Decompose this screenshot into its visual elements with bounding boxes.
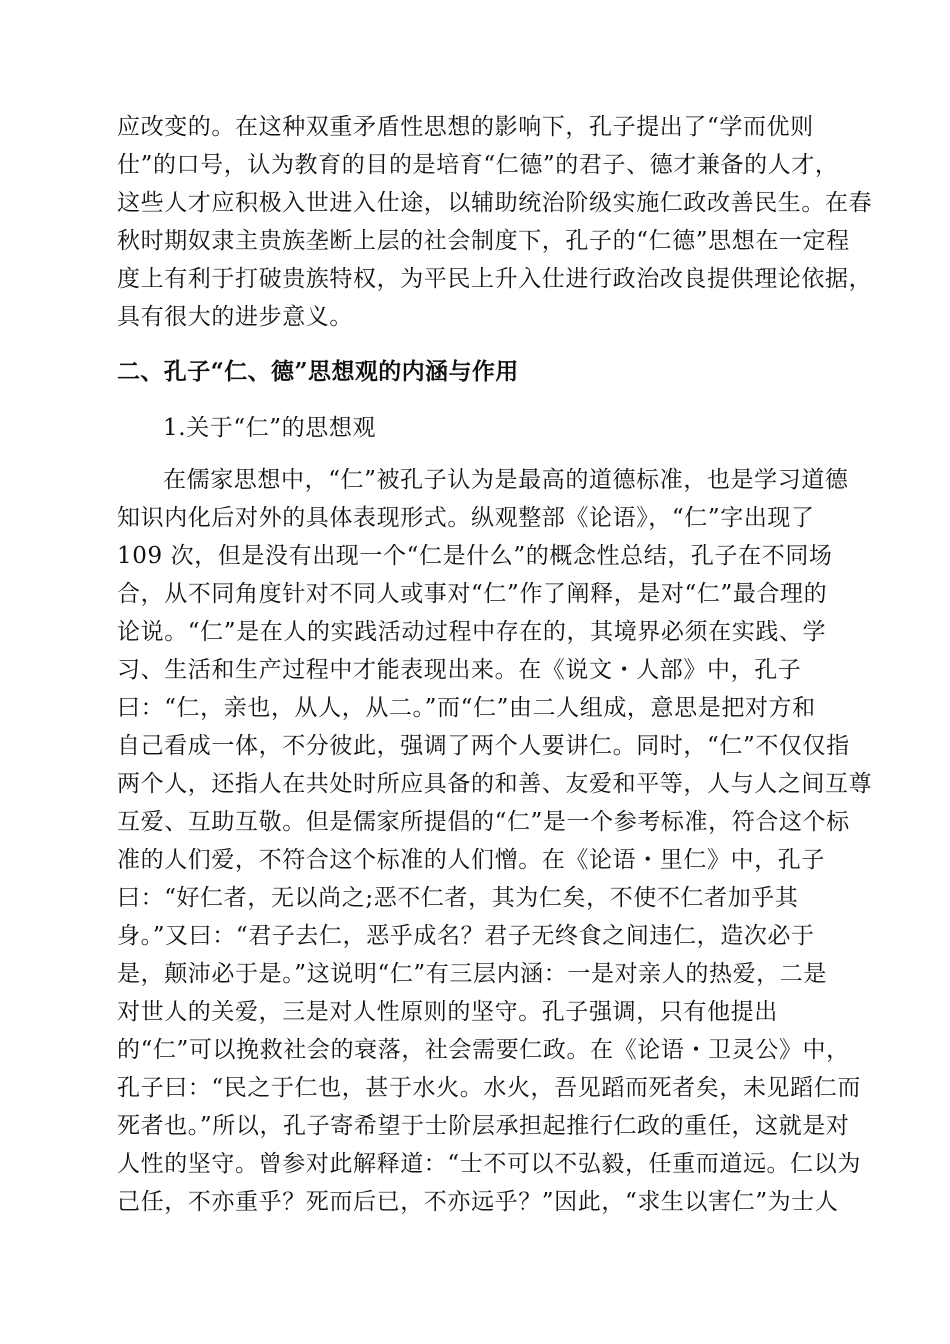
paragraph-2-line: 知识内化后对外的具体表现形式。纵观整部《论语》，“仁”字出现了: [117, 505, 815, 531]
paragraph-1-line: 仕”的口号，认为教育的目的是培育“仁德”的君子、德才兼备的人才，: [117, 152, 839, 178]
paragraph-2-line: 曰：“仁，亲也，从人，从二。”而“仁”由二人组成，意思是把对方和: [117, 695, 816, 721]
paragraph-2-line: 对世人的关爱，三是对人性原则的坚守。孔子强调，只有他提出: [117, 999, 778, 1025]
paragraph-1-line: 秋时期奴隶主贵族垄断上层的社会制度下，孔子的“仁德”思想在一定程: [117, 228, 850, 254]
paragraph-2-line: 死者也。”所以，孔子寄希望于士阶层承担起推行仁政的重任，这就是对: [117, 1113, 850, 1139]
paragraph-2-line: 是，颠沛必于是。”这说明“仁”有三层内涵：一是对亲人的热爱，二是: [117, 961, 827, 987]
paragraph-2-line: 身。”又曰：“君子去仁，恶乎成名？君子无终食之间违仁，造次必于: [117, 923, 815, 949]
paragraph-2-line: 己任，不亦重乎？死而后已，不亦远乎？”因此，“求生以害仁”为士人: [117, 1189, 839, 1215]
paragraph-2-line: 在儒家思想中，“仁”被孔子认为是最高的道德标准，也是学习道德: [163, 467, 849, 493]
paragraph-1-line: 应改变的。在这种双重矛盾性思想的影响下，孔子提出了“学而优则: [117, 114, 814, 140]
paragraph-2-line: 人性的坚守。曾参对此解释道：“士不可以不弘毅，任重而道远。仁以为: [117, 1151, 861, 1177]
paragraph-2-line: 合，从不同角度针对不同人或事对“仁”作了阐释，是对“仁”最合理的: [117, 581, 828, 607]
paragraph-2-line: 自己看成一体，不分彼此，强调了两个人要讲仁。同时，“仁”不仅仅指: [117, 733, 850, 759]
paragraph-2-line: 论说。“仁”是在人的实践活动过程中存在的，其境界必须在实践、学: [117, 619, 827, 645]
subsection-heading: 1.关于“仁”的思想观: [163, 415, 377, 441]
paragraph-1-line: 这些人才应积极入世进入仕途，以辅助统治阶级实施仁政改善民生。在春: [117, 190, 873, 216]
paragraph-1-line: 度上有利于打破贵族特权，为平民上升入仕进行政治改良提供理论依据，: [117, 266, 873, 292]
section-heading: 二、孔子“仁、德”思想观的内涵与作用: [117, 358, 519, 385]
paragraph-2-line: 的“仁”可以挽救社会的衰落，社会需要仁政。在《论语・卫灵公》中，: [117, 1037, 850, 1063]
paragraph-2-line: 孔子曰：“民之于仁也，甚于水火。水火，吾见蹈而死者矣，未见蹈仁而: [117, 1075, 861, 1101]
paragraph-2-line: 两个人，还指人在共处时所应具备的和善、友爱和平等，人与人之间互尊: [117, 771, 873, 797]
paragraph-2-line: 准的人们爱，不符合这个标准的人们憎。在《论语・里仁》中，孔子: [117, 847, 825, 873]
paragraph-2-line: 109 次，但是没有出现一个“仁是什么”的概念性总结，孔子在不同场: [117, 543, 833, 569]
paragraph-2-line: 曰：“好仁者，无以尚之;恶不仁者，其为仁矣，不使不仁者加乎其: [117, 885, 799, 911]
paragraph-1-line: 具有很大的进步意义。: [117, 304, 353, 330]
paragraph-2-line: 互爱、互助互敬。但是儒家所提倡的“仁”是一个参考标准，符合这个标: [117, 809, 850, 835]
paragraph-2-line: 习、生活和生产过程中才能表现出来。在《说文・人部》中，孔子: [117, 657, 802, 683]
